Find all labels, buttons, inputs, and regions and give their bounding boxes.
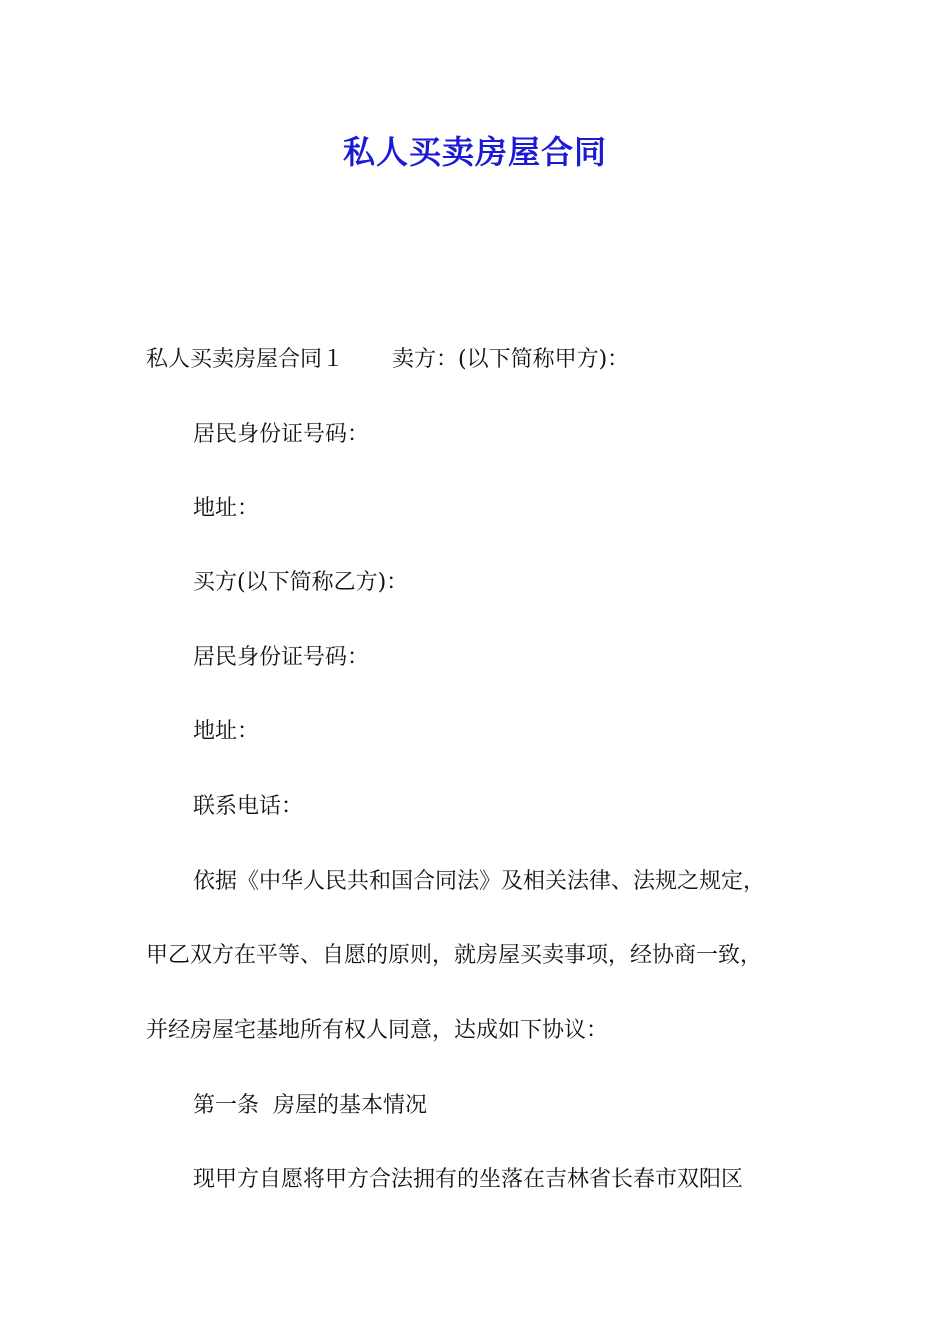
phone-label: 联系电话：: [193, 794, 304, 819]
document-title: 私人买卖房屋合同: [342, 133, 607, 171]
article-one-heading: 第一条 房屋的基本情况: [193, 1093, 427, 1118]
buyer-label: 买方(以下简称乙方)：: [193, 570, 409, 595]
contract-number-label: 私人买卖房屋合同１: [146, 347, 345, 372]
buyer-address-label: 地址：: [193, 719, 260, 744]
paragraph-line-2: 甲乙双方在平等、自愿的原则，就房屋买卖事项，经协商一致，: [146, 943, 763, 968]
article-one-text: 现甲方自愿将甲方合法拥有的坐落在吉林省长春市双阳区: [193, 1167, 744, 1192]
seller-id-label: 居民身份证号码：: [193, 422, 370, 447]
seller-label: 卖方：(以下简称甲方)：: [392, 347, 630, 372]
seller-address-label: 地址：: [193, 496, 260, 521]
heading-line: [146, 345, 629, 375]
paragraph-line-3: 并经房屋宅基地所有权人同意，达成如下协议：: [146, 1018, 609, 1043]
paragraph-line-1: 依据《中华人民共和国合同法》及相关法律、法规之规定，: [193, 869, 766, 894]
buyer-id-label: 居民身份证号码：: [193, 645, 370, 670]
